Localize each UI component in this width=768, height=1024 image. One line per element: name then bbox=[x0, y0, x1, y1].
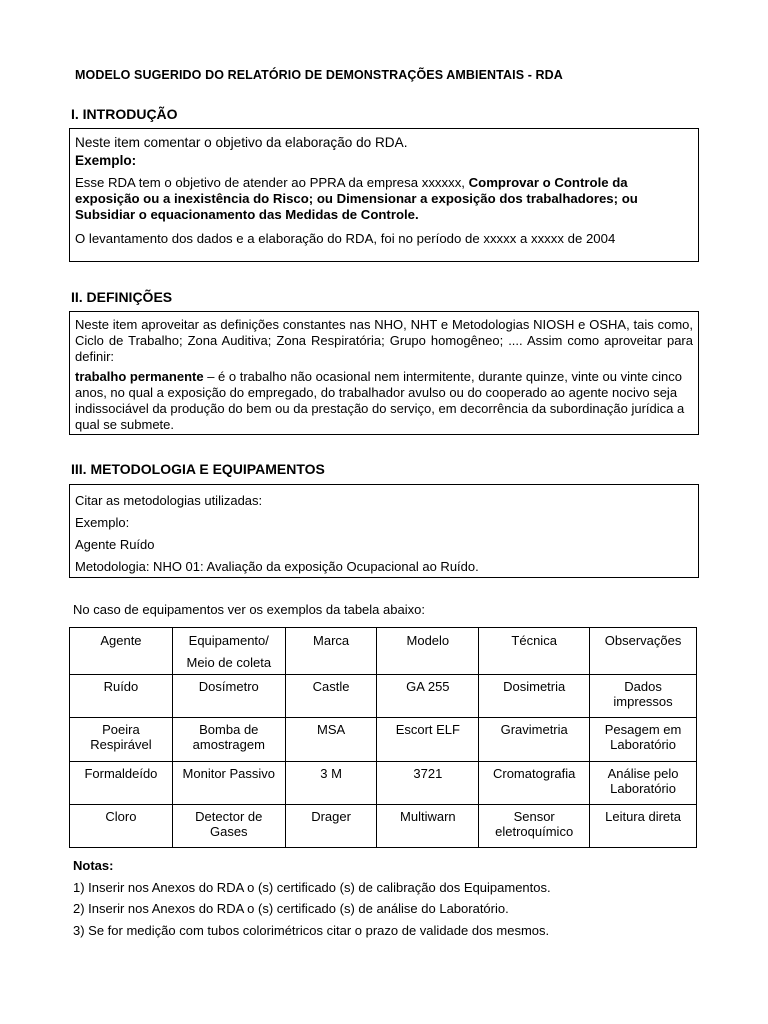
notes bbox=[73, 855, 551, 941]
table-cell: GA 255 bbox=[377, 675, 479, 718]
table-cell: Bomba de amostragem bbox=[172, 718, 285, 762]
table-cell: 3721 bbox=[377, 762, 479, 805]
section-heading-introducao: I. INTRODUÇÃO bbox=[71, 106, 178, 122]
section-heading-definicoes: II. DEFINIÇÕES bbox=[71, 289, 173, 305]
table-header-cell: Modelo bbox=[377, 628, 479, 675]
table-cell: 3 M bbox=[285, 762, 377, 805]
period-text: O levantamento dos dados e a elaboração do RDA, foi no período de xxxxx a xxxxx de 2004 bbox=[75, 231, 616, 246]
table-header-cell: Marca bbox=[285, 628, 377, 675]
objective-bold: Comprovar o Controle da exposição ou a inexistência do Risco; ou Dimensionar a exposição dos trabalhadores; ou Subsidiar o equacionamento das Medidas de Controle. bbox=[75, 175, 638, 222]
term-label: trabalho permanente bbox=[75, 369, 204, 384]
table-cell: Detector de Gases bbox=[172, 805, 285, 848]
introducao-text: Neste item comentar o objetivo da elaboração do RDA. bbox=[75, 135, 408, 150]
table-cell: MSA bbox=[285, 718, 377, 762]
example-label: Exemplo: bbox=[75, 153, 137, 168]
table-cell: Cromatografia bbox=[479, 762, 590, 805]
table-cell: Escort ELF bbox=[377, 718, 479, 762]
table-cell: Sensor eletroquímico bbox=[479, 805, 590, 848]
table-header-cell: Equipamento/ Meio de coleta bbox=[172, 628, 285, 675]
methodology-line: Agente Ruído bbox=[75, 537, 155, 552]
table-cell: Análise pelo Laboratório bbox=[590, 762, 697, 805]
table-intro: No caso de equipamentos ver os exemplos da tabela abaixo: bbox=[73, 602, 425, 617]
note-item: 1) Inserir nos Anexos do RDA o (s) certificado (s) de calibração dos Equipamentos. bbox=[73, 879, 551, 895]
table-header-cell: Agente bbox=[70, 628, 173, 675]
table-cell: Pesagem em Laboratório bbox=[590, 718, 697, 762]
table-header-cell: Técnica bbox=[479, 628, 590, 675]
table-cell: Formaldeído bbox=[70, 762, 173, 805]
table-cell: Cloro bbox=[70, 805, 173, 848]
section-heading-metodologia: III. METODOLOGIA E EQUIPAMENTOS bbox=[71, 461, 325, 477]
permanent-work-definition bbox=[75, 369, 693, 433]
table-cell: Castle bbox=[285, 675, 377, 718]
table-row bbox=[70, 675, 697, 718]
table-header-row bbox=[70, 628, 697, 675]
table-cell: Dosimetria bbox=[479, 675, 590, 718]
methodology-line: Exemplo: bbox=[75, 515, 130, 530]
objective-text bbox=[75, 175, 693, 223]
table-cell: Leitura direta bbox=[590, 805, 697, 848]
table-cell: Multiwarn bbox=[377, 805, 479, 848]
introducao-box bbox=[69, 128, 699, 262]
note-item: 3) Se for medição com tubos colorimétricos citar o prazo de validade dos mesmos. bbox=[73, 922, 550, 938]
table-cell: Gravimetria bbox=[479, 718, 590, 762]
document-title: MODELO SUGERIDO DO RELATÓRIO DE DEMONSTRAÇÕES AMBIENTAIS - RDA bbox=[75, 68, 563, 82]
table-cell: Drager bbox=[285, 805, 377, 848]
table-cell: Dados impressos bbox=[590, 675, 697, 718]
methodology-line: Citar as metodologias utilizadas: bbox=[75, 493, 263, 508]
metodologia-box bbox=[69, 484, 699, 578]
table-cell: Monitor Passivo bbox=[172, 762, 285, 805]
table-row bbox=[70, 805, 697, 848]
term-definition: – é o trabalho não ocasional nem intermitente, durante quinze, vinte ou vinte cinco anos, no qual a exposição do empregado, do trabalhador avulso ou do cooperado ao agente nocivo seja indissociável da produção do bem ou da prestação do serviço, em decorrência da subordinação jurídica a qual se submete. bbox=[75, 369, 685, 432]
table-cell: Ruído bbox=[70, 675, 173, 718]
definicoes-box bbox=[69, 311, 699, 435]
table-header-cell: Observações bbox=[590, 628, 697, 675]
note-item: 2) Inserir nos Anexos do RDA o (s) certificado (s) de análise do Laboratório. bbox=[73, 901, 509, 916]
methodology-line: Metodologia: NHO 01: Avaliação da exposição Ocupacional ao Ruído. bbox=[75, 559, 479, 574]
objective-plain: Esse RDA tem o objetivo de atender ao PPRA da empresa xxxxxx, bbox=[75, 175, 469, 190]
definitions-text: Neste item aproveitar as definições constantes nas NHO, NHT e Metodologias NIOSH e OSHA, tais como, Ciclo de Trabalho; Zona Auditiva; Zona Respiratória; Grupo homogêneo; .... Assim como aproveitar para definir: bbox=[75, 317, 693, 364]
table-row bbox=[70, 718, 697, 762]
table-row bbox=[70, 762, 697, 805]
notes-heading: Notas: bbox=[73, 858, 114, 873]
table-cell: Dosímetro bbox=[172, 675, 285, 718]
table-cell: Poeira Respirável bbox=[70, 718, 173, 762]
equipment-table bbox=[69, 627, 697, 848]
